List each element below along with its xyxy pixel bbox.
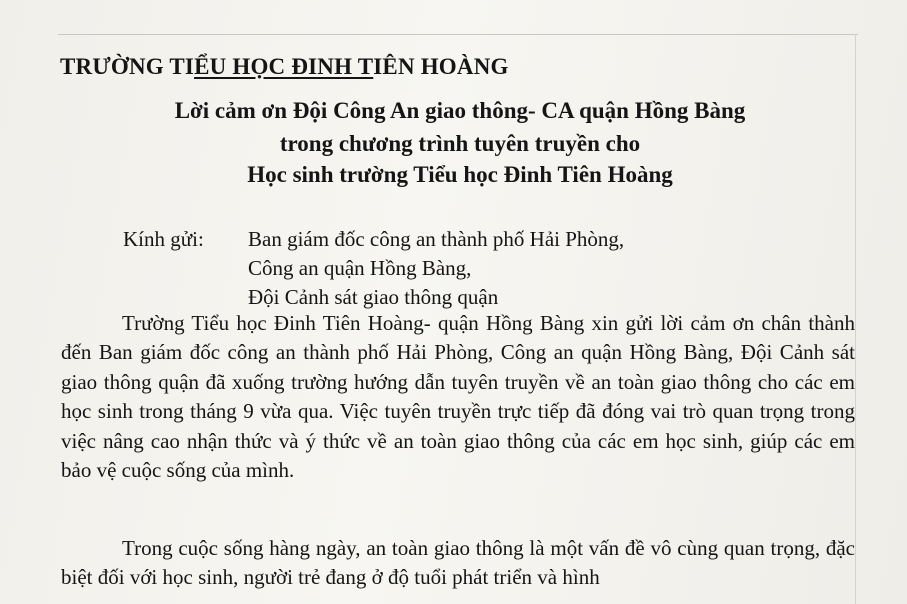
recipients-label: Kính gửi: — [123, 227, 204, 251]
school-name-part3: IÊN HOÀNG — [373, 54, 509, 79]
letter-title-line2: trong chương trình tuyên truyền cho — [279, 131, 641, 156]
school-name-part2-underlined: ỂU HỌC ĐINH T — [194, 54, 374, 79]
body-paragraph-1: Trường Tiểu học Đinh Tiên Hoàng- quận Hồng Bàng xin gửi lời cảm ơn chân thành đến Ban giám đốc công an thành phố Hải Phòng, Công an quận Hồng Bàng, Đội Cảnh sát giao thông quận đã xuống trường hướng dẫn tuyên truyền về an toàn giao thông cho các em học sinh trong tháng 9 vừa qua. Việc tuyên truyền trực tiếp đã đóng vai trò quan trọng trong việc nâng cao nhận thức và ý thức về an toàn giao thông của các em học sinh, giúp các em bảo vệ cuộc sống của mình. — [61, 311, 855, 483]
recipient-item: Công an quận Hồng Bàng, — [248, 256, 472, 280]
body-paragraph-2: Trong cuộc sống hàng ngày, an toàn giao thông là một vấn đề vô cùng quan trọng, đặc biệt đối với học sinh, người trẻ đang ở độ tuổi phát triển và hình — [61, 536, 855, 590]
school-name-part1: TRƯỜNG TI — [60, 54, 195, 79]
letter-title-line1: Lời cảm ơn Đội Công An giao thông- CA quận Hồng Bàng — [174, 98, 746, 123]
school-name-heading — [60, 54, 509, 80]
recipient-item: Đội Cảnh sát giao thông quận — [248, 285, 499, 309]
page-top-edge — [58, 34, 858, 35]
letter-title-line3: Học sinh trường Tiểu học Đinh Tiên Hoàng — [247, 162, 673, 187]
recipient-item: Ban giám đốc công an thành phố Hải Phòng, — [248, 227, 625, 251]
